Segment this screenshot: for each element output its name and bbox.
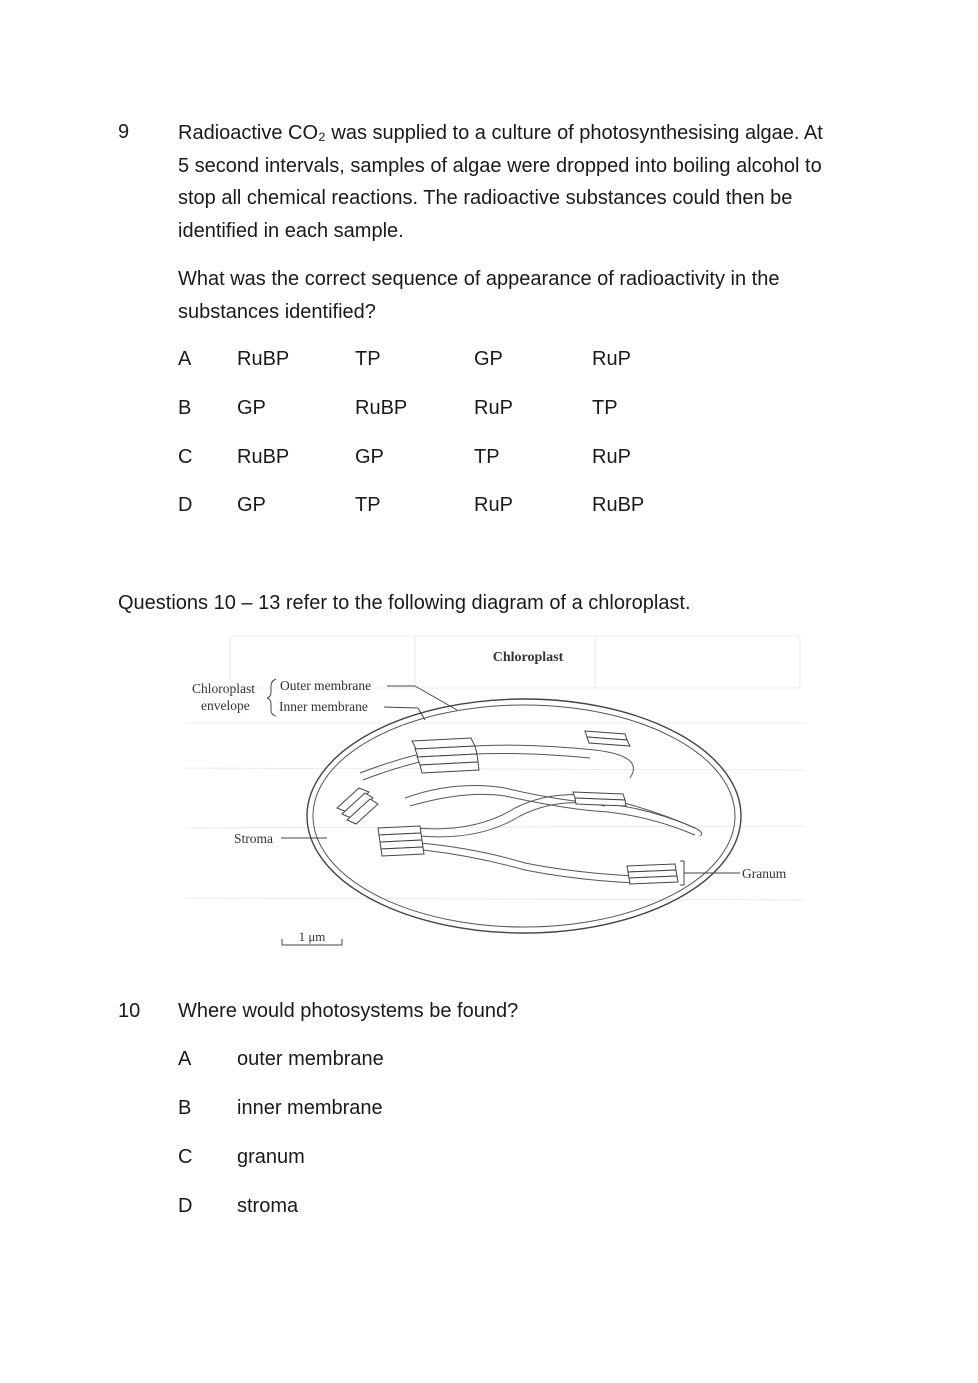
outer-membrane [307,699,741,933]
envelope-label: Chloroplast [192,681,255,696]
option-item: TP [355,494,381,516]
outer-membrane-label: Outer membrane [280,678,372,693]
option-item: GP [237,397,266,419]
option-text: outer membrane [237,1048,384,1070]
option-item: TP [355,348,381,370]
option-item: RuP [592,446,631,468]
granum-stack-3 [337,788,378,824]
lamellae [360,745,702,883]
chloroplast-diagram [175,628,815,973]
option-item: TP [474,446,500,468]
prompt-line: substances identified? [178,300,376,323]
option-item: RuBP [237,446,290,468]
inner-membrane-label: Inner membrane [279,699,368,714]
option-item: TP [592,397,618,419]
option-letter: D [178,494,193,516]
option-text: granum [237,1146,305,1168]
question-9-stem [178,117,878,247]
option-letter: A [178,1048,192,1070]
scale-label: 1 μm [298,929,326,944]
granum-bracket [680,861,684,885]
scan-noise [185,636,805,900]
option-item: RuBP [237,348,290,370]
stem-line: Radioactive CO₂ was supplied to a culture of photosynthesising algae. At [178,122,823,144]
stem-line: identified in each sample. [178,219,404,242]
option-item: GP [237,494,266,516]
granum-stack-4 [573,792,626,806]
diagram-title: Chloroplast [492,650,564,665]
granum-stack-2 [585,731,630,746]
granum-stack-5 [378,826,424,856]
envelope-brace [267,679,276,716]
stem-line: 5 second intervals, samples of algae were dropped into boiling alcohol to [178,154,822,177]
option-item: RuP [474,397,513,419]
option-letter: C [178,446,193,468]
granum-stack-1 [412,738,479,773]
option-text: inner membrane [237,1097,383,1119]
option-text: stroma [237,1195,299,1217]
option-letter: D [178,1195,193,1217]
option-item: RuP [592,348,631,370]
questions-intro: Questions 10 – 13 refer to the following diagram of a chloroplast. [118,592,691,614]
prompt-line: What was the correct sequence of appearance of radioactivity in the [178,268,780,290]
question-10-stem: Where would photosystems be found? [178,1000,519,1022]
option-letter: B [178,397,192,419]
question-9-number: 9 [118,121,130,143]
granum-stack-6 [627,864,678,884]
stroma-label: Stroma [234,831,273,846]
option-item: GP [355,446,384,468]
envelope-label: envelope [201,698,250,713]
option-item: RuBP [355,397,408,419]
option-letter: C [178,1146,193,1168]
question-9-prompt [178,263,878,328]
option-item: RuP [474,494,513,516]
inner-membrane-pointer [384,707,418,708]
stem-line: stop all chemical reactions. The radioactive substances could then be [178,187,793,209]
inner-membrane [313,705,735,927]
option-letter: A [178,348,192,370]
option-letter: B [178,1097,192,1119]
granum-label: Granum [742,866,787,881]
question-10-number: 10 [118,1000,141,1022]
option-item: RuBP [592,494,645,516]
option-item: GP [474,348,503,370]
